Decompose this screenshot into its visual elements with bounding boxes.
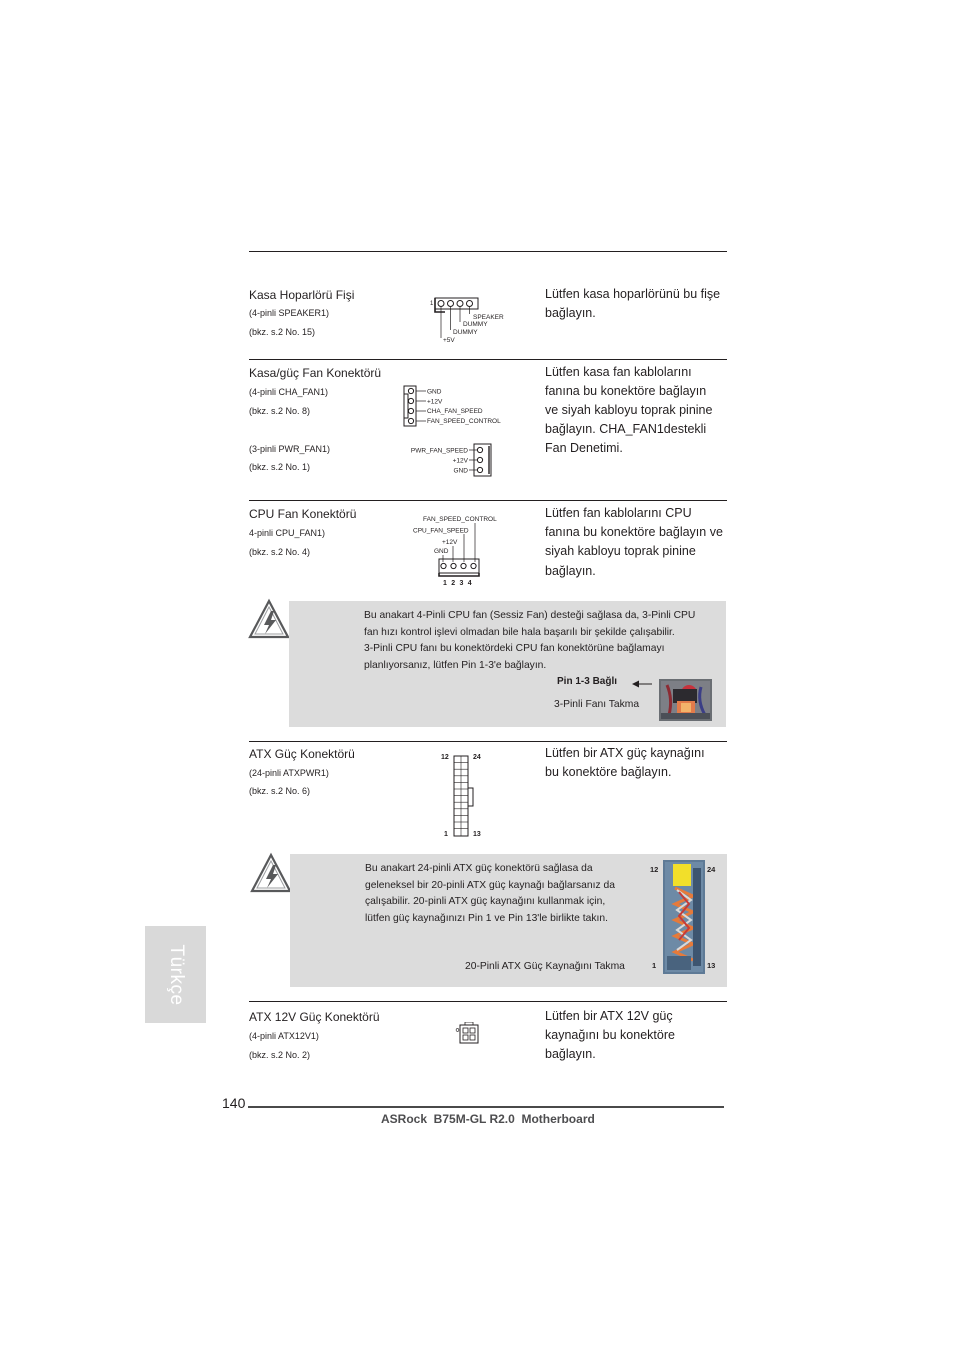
atx-power-title: ATX Güç Konektörü xyxy=(249,747,355,761)
atx-photo-label-24: 24 xyxy=(707,865,716,874)
pwr-fan-label-12v: +12V xyxy=(452,457,468,465)
atx-note-3: çalışabilir. 20-pinli ATX güç kaynağını kullanmak için, xyxy=(365,896,606,907)
cpu-fan-note-3: 3-Pinli CPU fanı bu konektördeki CPU fan konektörüne bağlamayı xyxy=(364,643,665,654)
atx-20pin-caption: 20-Pinli ATX Güç Kaynağını Takma xyxy=(465,961,625,972)
speaker-connector-diagram xyxy=(425,294,515,346)
atx-power-ref: (bkz. s.2 No. 6) xyxy=(249,786,311,796)
divider-1 xyxy=(249,359,727,360)
cpu-fan-desc-4: bağlayın. xyxy=(545,564,596,578)
cpu-fan-photo xyxy=(659,679,712,721)
atx-note-4: lütfen güç kaynağınızı Pin 1 ve Pin 13'le birlikte takın. xyxy=(365,912,608,924)
pwr-fan-connector-diagram xyxy=(403,442,495,478)
three-pin-caption: 3-Pinli Fanı Takma xyxy=(554,699,640,710)
atx-note-2: geleneksel bir 20-pinli ATX güç kaynağı bağlarsanız da xyxy=(365,879,615,891)
atx12v-title: ATX 12V Güç Konektörü xyxy=(249,1010,380,1024)
cha-fan-label-gnd: GND xyxy=(427,388,442,396)
speaker-label-5v: +5V xyxy=(443,337,455,344)
speaker-title: Kasa Hoparlörü Fişi xyxy=(249,288,355,302)
atx12v-connector-diagram xyxy=(455,1022,481,1046)
atx-note-1: Bu anakart 24-pinli ATX güç konektörü sağlasa da xyxy=(365,863,593,874)
pin-1-3-label: Pin 1-3 Bağlı xyxy=(557,676,618,687)
cpu-fan-desc-1: Lütfen fan kablolarını CPU xyxy=(545,506,692,520)
atx-power-desc-1: Lütfen bir ATX güç kaynağını xyxy=(545,746,705,760)
chassis-fan-desc-4: bağlayın. CHA_FAN1destekli xyxy=(545,422,707,436)
chassis-fan-desc-1: Lütfen kasa fan kablolarını xyxy=(545,365,692,379)
speaker-label-dummy1: DUMMY xyxy=(463,321,488,328)
cha-fan-label-control: FAN_SPEED_CONTROL xyxy=(427,418,501,425)
cpu-fan-label-speed: CPU_FAN_SPEED xyxy=(413,527,469,535)
atx-label-1: 1 xyxy=(444,831,448,838)
speaker-label-dummy2: DUMMY xyxy=(453,329,478,336)
chassis-fan-ref: (bkz. s.2 No. 8) xyxy=(249,406,311,416)
page-number: 140 xyxy=(222,1095,246,1111)
cha-fan-label-12v: +12V xyxy=(427,398,443,406)
atx-label-12: 12 xyxy=(441,754,449,761)
footer-rule xyxy=(248,1106,724,1108)
speaker-label-speaker: SPEAKER xyxy=(473,314,504,321)
cpu-fan-note-1: Bu anakart 4-Pinli CPU fan (Sessiz Fan) desteği sağlasa da, 3-Pinli CPU xyxy=(364,610,696,621)
atx12v-pin-spec: (4-pinli ATX12V1) xyxy=(249,1031,319,1041)
chassis-fan-pin-spec: (4-pinli CHA_FAN1) xyxy=(249,387,329,397)
speaker-desc-2: bağlayın. xyxy=(545,306,596,320)
atx-24pin-connector-diagram xyxy=(438,750,488,840)
atx-photo-label-13: 13 xyxy=(707,961,716,970)
atx12v-desc-1: Lütfen bir ATX 12V güç xyxy=(545,1009,673,1023)
cha-fan-label-speed: CHA_FAN_SPEED xyxy=(427,408,483,415)
pwr-fan-label-gnd: GND xyxy=(453,467,468,475)
cpu-fan-desc-3: siyah kabloyu toprak pinine xyxy=(545,544,696,558)
speaker-ref: (bkz. s.2 No. 15) xyxy=(249,327,316,337)
speaker-desc-1: Lütfen kasa hoparlörünü bu fişe xyxy=(545,287,721,301)
cpu-fan-note-4: planlıyorsanız, lütfen Pin 1-3'e bağlayın. xyxy=(364,659,547,671)
cpu-fan-pin-numbers: 1 2 3 4 xyxy=(443,580,473,587)
atx-photo-label-1: 1 xyxy=(652,961,657,970)
divider-3 xyxy=(249,741,727,742)
chassis-fan-title: Kasa/güç Fan Konektörü xyxy=(249,366,382,380)
top-rule xyxy=(249,251,727,252)
divider-2 xyxy=(249,500,727,501)
arrow-left-icon xyxy=(631,679,653,689)
speaker-pin-spec: (4-pinli SPEAKER1) xyxy=(249,308,330,318)
warning-icon-2 xyxy=(249,852,293,894)
cpu-fan-label-gnd: GND xyxy=(434,548,449,555)
footer-product: ASRock B75M-GL R2.0 Motherboard xyxy=(381,1112,595,1126)
cpu-fan-label-control: FAN_SPEED_CONTROL xyxy=(423,516,497,523)
atx12v-ref: (bkz. s.2 No. 2) xyxy=(249,1050,311,1060)
pwr-fan-label-speed: PWR_FAN_SPEED xyxy=(410,447,468,455)
chassis-fan-desc-2: fanına bu konektöre bağlayın xyxy=(545,384,707,398)
atx12v-desc-2: kaynağını bu konektöre xyxy=(545,1028,675,1042)
atx-label-13: 13 xyxy=(473,831,481,838)
cpu-fan-label-12v: +12V xyxy=(442,539,458,546)
atx-power-pin-spec: (24-pinli ATXPWR1) xyxy=(249,768,329,778)
chassis-fan-desc-5: Fan Denetimi. xyxy=(545,441,623,455)
atx-power-photo xyxy=(663,860,705,974)
warning-icon xyxy=(247,598,291,640)
cpu-fan-desc-2: fanına bu konektöre bağlayın ve xyxy=(545,525,723,539)
power-fan-pin-spec: (3-pinli PWR_FAN1) xyxy=(249,444,331,454)
speaker-pin1-label: 1 xyxy=(430,301,434,307)
cpu-fan-pin-spec: 4-pinli CPU_FAN1) xyxy=(249,528,326,538)
cpu-fan-title: CPU Fan Konektörü xyxy=(249,507,357,521)
atx12v-desc-3: bağlayın. xyxy=(545,1047,596,1061)
divider-4 xyxy=(249,1001,727,1002)
power-fan-ref: (bkz. s.2 No. 1) xyxy=(249,462,311,472)
chassis-fan-desc-3: ve siyah kabloyu toprak pinine xyxy=(545,403,713,417)
cpu-fan-note-2: fan hızı kontrol işlevi olmadan bile hala başarılı bir şekilde çalışabilir. xyxy=(364,626,675,638)
atx-label-24: 24 xyxy=(473,754,481,761)
language-side-tab xyxy=(145,926,206,1023)
cpu-fan-connector-diagram xyxy=(410,512,505,590)
cpu-fan-ref: (bkz. s.2 No. 4) xyxy=(249,547,311,557)
atx-photo-label-12: 12 xyxy=(650,865,659,874)
language-tab-label: Türkçe xyxy=(165,943,187,1006)
atx-power-desc-2: bu konektöre bağlayın. xyxy=(545,765,672,779)
cha-fan-connector-diagram xyxy=(402,384,517,428)
